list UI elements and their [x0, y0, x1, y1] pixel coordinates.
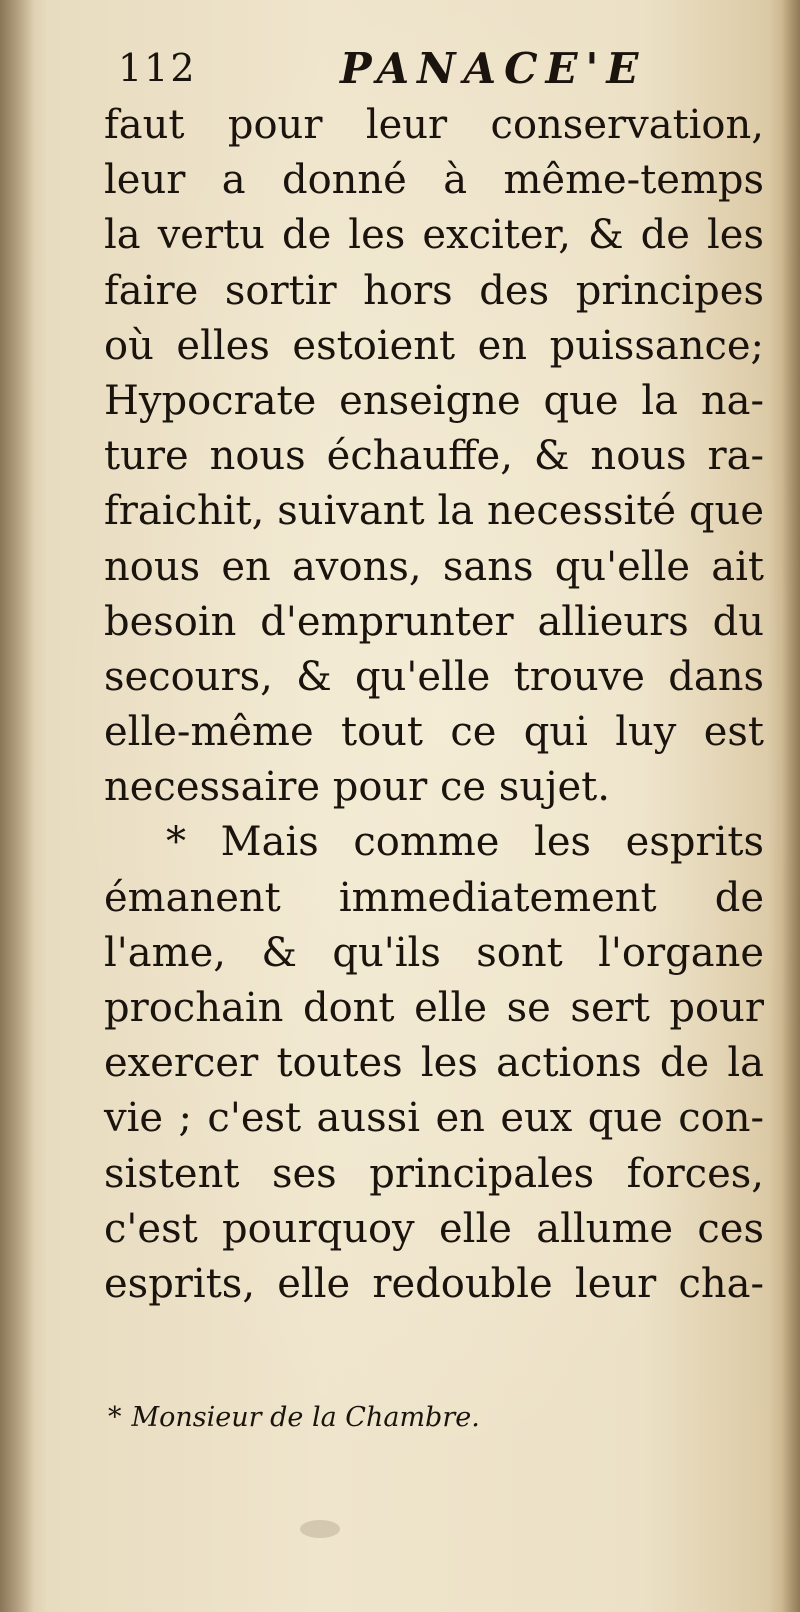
text-line: sistent ses principales forces,: [104, 1150, 764, 1197]
text-line: leur a donné à même-temps: [104, 157, 764, 204]
text-line: exercer toutes les actions de la: [104, 1040, 764, 1087]
footnote-mark: *: [108, 1402, 122, 1433]
ink-smudge: [300, 1520, 340, 1538]
gutter-shadow: [0, 0, 34, 1612]
footnote-text: Monsieur de la Chambre.: [131, 1402, 480, 1433]
text-line: nous en avons, sans qu'elle ait: [104, 543, 764, 590]
text-line: besoin d'emprunter allieurs du: [104, 598, 764, 645]
text-line: ture nous échauffe, & nous ra-: [104, 433, 764, 480]
page-number: 112: [118, 46, 197, 90]
running-title: PANACE'E: [340, 44, 647, 93]
text-line: elle-même tout ce qui luy est: [104, 709, 764, 756]
text-line: émanent immediatement de: [104, 874, 764, 921]
text-line: vie ; c'est aussi en eux que con-: [104, 1095, 764, 1142]
page-edge-shadow: [782, 0, 800, 1612]
paragraph-start-line: * Mais comme les esprits: [166, 819, 764, 866]
text-line: l'ame, & qu'ils sont l'organe: [104, 929, 764, 976]
text-line: faut pour leur conservation,: [104, 102, 764, 148]
text-line: c'est pourquoy elle allume ces: [104, 1205, 764, 1252]
text-line: esprits, elle redouble leur cha-: [104, 1260, 764, 1307]
text-line: faire sortir hors des principes: [104, 267, 764, 314]
footnote: [108, 1402, 480, 1433]
text-line: necessaire pour ce sujet.: [104, 764, 610, 811]
body-text: [104, 98, 764, 1312]
page-header: [118, 40, 658, 100]
text-line: la vertu de les exciter, & de les: [104, 212, 764, 259]
text-line: où elles estoient en puissance;: [104, 322, 764, 369]
text-line: fraichit, suivant la necessité que: [104, 488, 764, 535]
text-line: Hypocrate enseigne que la na-: [104, 377, 764, 424]
text-line: prochain dont elle se sert pour: [104, 985, 764, 1031]
text-line: secours, & qu'elle trouve dans: [104, 653, 764, 700]
